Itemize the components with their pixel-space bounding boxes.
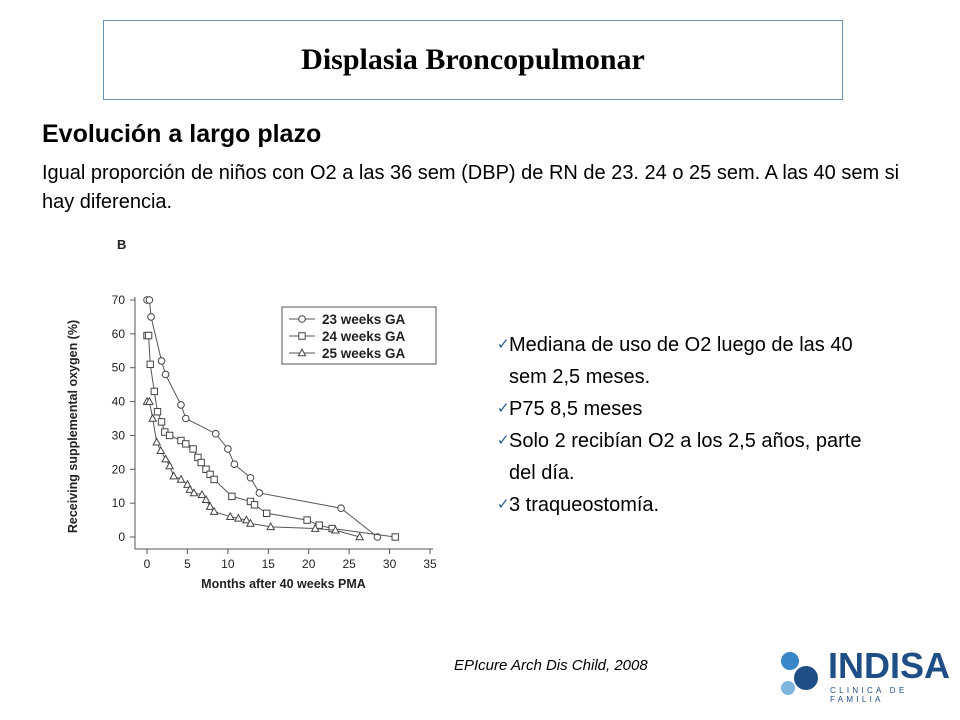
data-point-square	[229, 493, 235, 499]
y-tick-label: 70	[111, 293, 125, 307]
slide-subtitle: Evolución a largo plazo	[42, 120, 322, 148]
bullet-item	[497, 393, 877, 425]
y-tick-label: 60	[111, 326, 125, 341]
y-tick-label: 50	[111, 360, 125, 375]
data-point-square	[190, 446, 196, 452]
x-tick-label: 35	[423, 557, 437, 571]
bullet-item	[497, 425, 877, 489]
data-point-circle	[183, 415, 190, 422]
data-point-circle	[158, 358, 165, 365]
x-tick-label: 15	[261, 557, 275, 571]
data-point-square	[392, 534, 398, 540]
logo-name: INDISA	[828, 645, 951, 686]
bullet-item	[497, 489, 877, 521]
series-line-triangle	[147, 402, 360, 537]
y-tick-label: 20	[111, 462, 125, 477]
y-tick-label: 30	[111, 428, 125, 443]
x-tick-label: 25	[342, 557, 356, 571]
y-axis-label: Receiving supplemental oxygen (%)	[66, 319, 80, 534]
x-tick-label: 30	[382, 557, 397, 571]
intro-text: Igual proporción de niños con O2 a las 36 sem (DBP) de RN de 23. 24 o 25 sem. A las 40 sem si hay diferencia.	[42, 162, 900, 213]
logo-tagline: CLINICA DE FAMILIA	[830, 686, 908, 704]
x-tick-label: 0	[143, 557, 151, 571]
data-point-circle	[212, 430, 219, 437]
y-tick-label: 0	[118, 530, 125, 544]
bullet-text: Solo 2 recibían O2 a los 2,5 años, parte del día.	[509, 430, 862, 484]
data-point-square	[251, 502, 257, 508]
x-tick-label: 5	[184, 557, 191, 571]
slide-title: Displasia Broncopulmonar	[301, 43, 645, 76]
x-tick-label: 20	[302, 557, 316, 571]
data-point-square	[211, 476, 217, 482]
bullet-list	[497, 329, 877, 521]
checkmark-icon: ✓	[497, 432, 510, 449]
data-point-circle	[231, 461, 238, 468]
bullet-text: 3 traqueostomía.	[509, 494, 660, 516]
data-point-circle	[338, 505, 345, 512]
data-point-triangle	[162, 455, 169, 462]
data-point-circle	[148, 314, 155, 321]
legend-label: 25 weeks GA	[322, 346, 406, 361]
data-point-triangle	[206, 503, 213, 510]
data-point-square	[263, 510, 269, 516]
oxygen-chart	[60, 232, 460, 612]
bullet-text: P75 8,5 meses	[509, 398, 643, 420]
checkmark-icon: ✓	[497, 400, 510, 417]
data-point-circle	[146, 297, 153, 304]
citation: EPIcure Arch Dis Child, 2008	[454, 657, 648, 674]
legend-label: 24 weeks GA	[322, 329, 406, 344]
data-point-square	[147, 361, 153, 367]
checkmark-icon: ✓	[497, 496, 510, 513]
y-tick-label: 10	[111, 496, 125, 511]
legend-marker-circle	[299, 316, 306, 323]
x-tick-label: 10	[221, 557, 235, 571]
data-point-triangle	[157, 447, 164, 454]
legend-label: 23 weeks GA	[322, 312, 406, 327]
data-point-square	[158, 419, 164, 425]
data-point-square	[154, 409, 160, 415]
data-point-circle	[225, 446, 232, 453]
data-point-triangle	[170, 472, 177, 479]
panel-label: B	[117, 237, 127, 252]
data-point-circle	[178, 402, 185, 409]
legend-marker-square	[299, 333, 305, 339]
indisa-logo-icon	[776, 648, 826, 702]
x-axis-label: Months after 40 weeks PMA	[201, 577, 366, 591]
data-point-square	[151, 388, 157, 394]
data-point-circle	[256, 490, 263, 497]
title-box	[103, 20, 843, 100]
data-point-triangle	[153, 438, 160, 445]
data-point-square	[166, 432, 172, 438]
data-point-circle	[247, 474, 254, 481]
data-point-square	[198, 459, 204, 465]
checkmark-icon: ✓	[497, 336, 510, 353]
data-point-square	[304, 517, 310, 523]
indisa-logo	[776, 645, 951, 704]
y-tick-label: 40	[111, 394, 125, 409]
data-point-triangle	[149, 415, 156, 422]
series-line-square	[147, 336, 395, 537]
data-point-triangle	[177, 476, 184, 483]
data-point-square	[145, 332, 151, 338]
data-point-square	[183, 441, 189, 447]
bullet-text: Mediana de uso de O2 luego de las 40 sem 2,5 meses.	[509, 334, 853, 388]
data-point-triangle	[166, 462, 173, 469]
bullet-item	[497, 329, 877, 393]
data-point-circle	[162, 371, 169, 378]
